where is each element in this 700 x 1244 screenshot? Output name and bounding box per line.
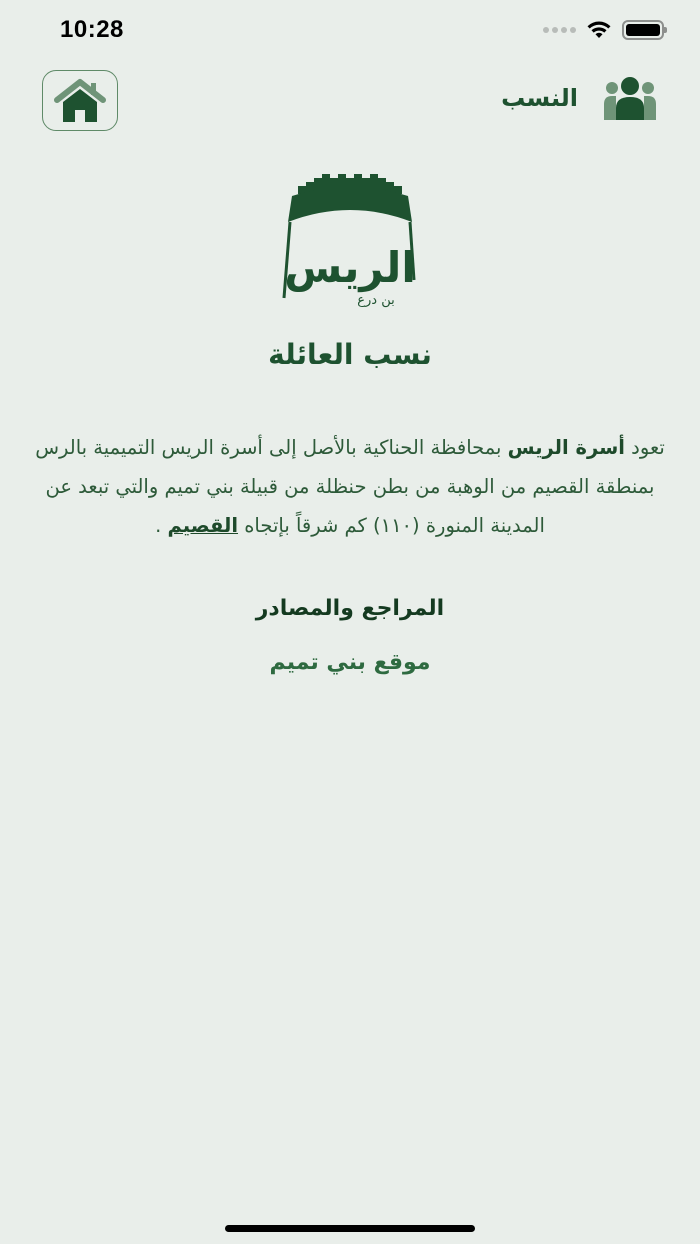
battery-icon: [622, 20, 664, 40]
qassim-link[interactable]: القصيم: [167, 514, 239, 537]
family-name-bold: أسرة الريس: [507, 436, 625, 459]
status-bar: [0, 0, 700, 60]
family-logo: [276, 170, 424, 310]
reference-link-bani-tamim[interactable]: موقع بني تميم: [269, 650, 431, 675]
svg-text:الريس: الريس: [284, 243, 416, 292]
home-indicator[interactable]: [225, 1225, 475, 1232]
svg-text:بن درع: بن درع: [357, 293, 395, 308]
status-time: 10:28: [60, 16, 124, 43]
paragraph-text: .: [155, 514, 168, 537]
wifi-icon: [586, 20, 612, 40]
lineage-description: [30, 428, 670, 545]
header-title: النسب: [501, 84, 578, 112]
home-button[interactable]: [42, 70, 118, 131]
header: [0, 70, 700, 132]
paragraph-text: تعود: [624, 436, 665, 459]
paragraph-text: بمحافظة الحناكية بالأصل إلى أسرة الريس التميمية بالرس بمنطقة القصيم من الوهبة من بطن حنظلة من قبيلة بني تميم والتي تبعد عن المدينة المنورة (١١٠) كم شرقاً بإتجاه: [35, 436, 655, 537]
references-title: المراجع والمصادر: [255, 596, 445, 621]
home-icon: [53, 78, 107, 124]
castle-logo-icon: [276, 170, 424, 310]
header-title-group: [501, 76, 658, 120]
status-indicators: [543, 20, 664, 40]
cellular-signal-icon: [543, 27, 576, 33]
page-title: نسب العائلة: [268, 338, 432, 371]
people-group-icon: [602, 76, 658, 120]
